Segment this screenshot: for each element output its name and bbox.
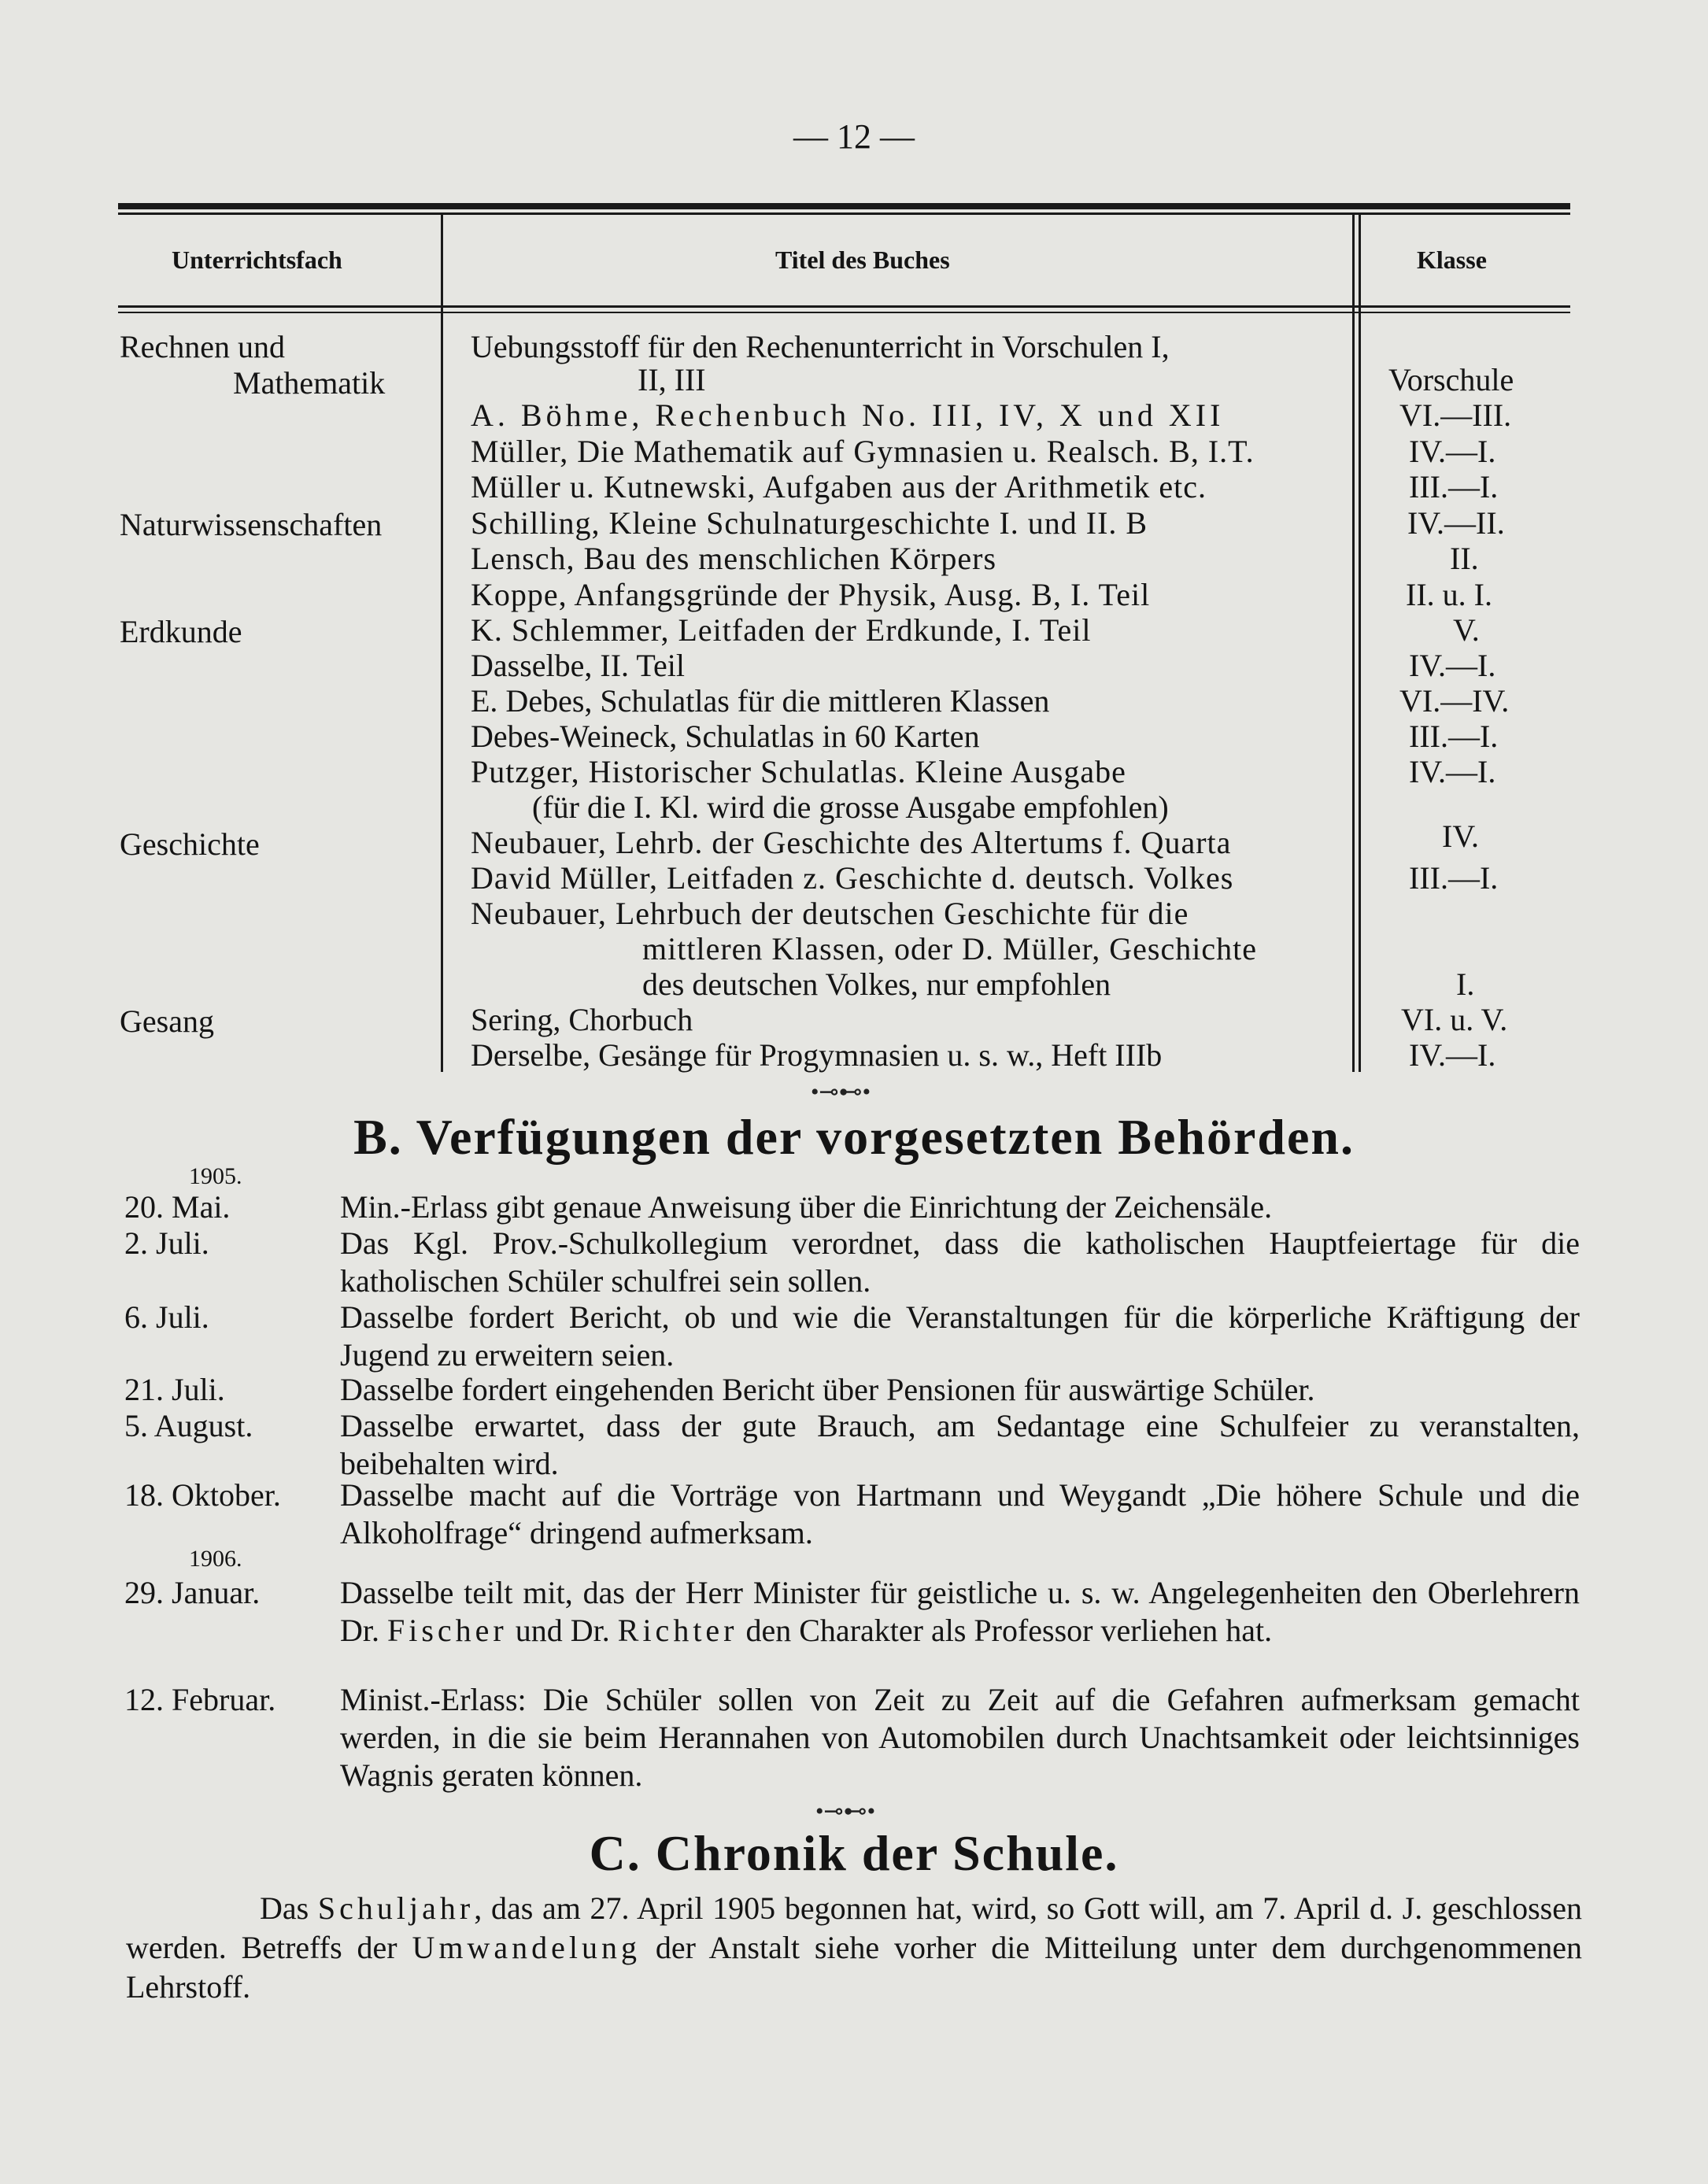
table-cell-title: Uebungsstoff für den Rechenunterricht in Vorschulen I,: [471, 329, 1170, 364]
table-cell-title: Debes-Weineck, Schulatlas in 60 Karten: [471, 719, 980, 754]
page-number: — 12 —: [793, 117, 915, 156]
table-cell-title: Schilling, Kleine Schulnaturgeschichte I. und II. B: [471, 505, 1148, 541]
table-cell-subject: Naturwissenschaften: [120, 507, 383, 542]
ornament-divider: •⊸⊷•: [815, 1798, 876, 1824]
table-cell-title: A. Böhme, Rechenbuch No. III, IV, X und XII: [471, 397, 1225, 433]
table-cell-subject: Mathematik: [233, 365, 386, 401]
table-cell-title: Müller u. Kutnewski, Aufgaben aus der Arithmetik etc.: [471, 469, 1207, 504]
section-b-heading: B. Verfügungen der vorgesetzten Behörden.: [353, 1109, 1355, 1165]
entry-text: Dasselbe fordert eingehenden Bericht über Pensionen für auswärtige Schüler.: [340, 1372, 1315, 1407]
table-cell-class: III.—I.: [1409, 860, 1499, 896]
table-cell-class: VI.—III.: [1399, 397, 1512, 433]
table-cell-title: David Müller, Leitfaden z. Geschichte d. deutsch. Volkes: [471, 860, 1234, 896]
table-cell-class: VI. u. V.: [1401, 1002, 1508, 1037]
entry-date: 29. Januar.: [124, 1575, 261, 1610]
entry-date: 5. August.: [124, 1408, 253, 1443]
entry-text: Dasselbe teilt mit, das der Herr Minister für geistliche u. s. w. Angelegenheiten den Oberlehrern Dr. Fischer und Dr. Richter den Charakter als Professor verliehen hat.: [340, 1575, 1580, 1648]
table-col-divider-2: [1352, 214, 1355, 1072]
table-cell-title: E. Debes, Schulatlas für die mittleren Klassen: [471, 683, 1050, 719]
entry-date: 20. Mai.: [124, 1189, 231, 1225]
table-cell-title: K. Schlemmer, Leitfaden der Erdkunde, I. Teil: [471, 612, 1092, 648]
entry-date: 12. Februar.: [124, 1682, 276, 1717]
header-class: Klasse: [1417, 246, 1487, 274]
table-cell-title: Derselbe, Gesänge für Progymnasien u. s. w., Heft IIIb: [471, 1037, 1163, 1073]
table-cell-class: II. u. I.: [1406, 577, 1492, 612]
table-cell-class: II.: [1450, 541, 1479, 576]
entry-text: Dasselbe erwartet, dass der gute Brauch, am Sedantage eine Schulfeier zu veranstalten, beibehalten wird.: [340, 1408, 1580, 1481]
entry-date: 6. Juli.: [124, 1299, 209, 1335]
table-cell-class: V.: [1453, 612, 1480, 648]
table-cell-title: Lensch, Bau des menschlichen Körpers: [471, 541, 997, 576]
table-cell-class: Vorschule: [1388, 362, 1514, 397]
table-col-divider-2b: [1359, 214, 1361, 1072]
year-label: 1906.: [189, 1546, 242, 1572]
table-top-rule: [118, 203, 1570, 209]
header-title: Titel des Buches: [775, 246, 950, 274]
table-cell-subject: Gesang: [120, 1003, 214, 1039]
table-cell-class: IV.—II.: [1407, 505, 1505, 541]
year-label: 1905.: [189, 1163, 242, 1189]
table-cell-title: (für die I. Kl. wird die grosse Ausgabe empfohlen): [532, 789, 1169, 825]
table-cell-title: Dasselbe, II. Teil: [471, 648, 685, 683]
table-cell-title: II, III: [638, 362, 706, 397]
chronicle-paragraph: Das Schuljahr, das am 27. April 1905 begonnen hat, wird, so Gott will, am 7. April d. J. geschlossen werden. Betreffs der Umwandelung der Anstalt siehe vorher die Mitteilung unter dem durchgenommenen Lehrstoff.: [126, 1890, 1582, 2005]
table-cell-title: Koppe, Anfangsgründe der Physik, Ausg. B, I. Teil: [471, 577, 1151, 612]
table-cell-class: I.: [1456, 966, 1475, 1002]
table-cell-class: III.—I.: [1409, 719, 1499, 754]
table-cell-subject: Geschichte: [120, 826, 260, 862]
table-cell-class: IV.—I.: [1409, 1037, 1496, 1073]
table-cell-subject: Rechnen und: [120, 329, 285, 364]
table-cell-title: Neubauer, Lehrbuch der deutschen Geschichte für die: [471, 896, 1189, 931]
table-cell-class: IV.: [1442, 819, 1480, 854]
entry-text: Das Kgl. Prov.-Schulkollegium verordnet, dass die katholischen Hauptfeiertage für die katholischen Schüler schulfrei sein sollen.: [340, 1225, 1580, 1299]
ornament-divider: •⊸⊷•: [811, 1079, 871, 1105]
header-subject: Unterrichtsfach: [172, 246, 342, 274]
table-cell-title: Müller, Die Mathematik auf Gymnasien u. Realsch. B, I.T.: [471, 434, 1255, 469]
entry-text: Dasselbe macht auf die Vorträge von Hartmann und Weygandt „Die höhere Schule und die Alkoholfrage“ dringend aufmerksam.: [340, 1477, 1580, 1550]
entry-text: Min.-Erlass gibt genaue Anweisung über die Einrichtung der Zeichensäle.: [340, 1189, 1273, 1225]
table-col-divider-1: [441, 214, 443, 1072]
entry-date: 2. Juli.: [124, 1225, 209, 1261]
section-c-heading: C. Chronik der Schule.: [589, 1825, 1119, 1881]
table-cell-class: IV.—I.: [1409, 434, 1496, 469]
entry-date: 18. Oktober.: [124, 1477, 281, 1513]
entry-text: Dasselbe fordert Bericht, ob und wie die Veranstaltungen für die körperliche Kräftigung der Jugend zu erweitern seien.: [340, 1299, 1580, 1373]
table-cell-title: Putzger, Historischer Schulatlas. Kleine Ausgabe: [471, 754, 1126, 789]
entry-date: 21. Juli.: [124, 1372, 225, 1407]
table-cell-title: des deutschen Volkes, nur empfohlen: [642, 966, 1111, 1002]
table-cell-class: IV.—I.: [1409, 754, 1496, 789]
table-cell-class: VI.—IV.: [1399, 683, 1510, 719]
table-cell-class: III.—I.: [1409, 469, 1499, 504]
entry-text: Minist.-Erlass: Die Schüler sollen von Zeit zu Zeit auf die Gefahren aufmerksam gemacht werden, in die sie beim Herannahen von Automobilen durch Unachtsamkeit oder leichtsinniges Wagnis geraten können.: [340, 1682, 1580, 1793]
table-cell-title: Sering, Chorbuch: [471, 1002, 693, 1037]
table-cell-title: Neubauer, Lehrb. der Geschichte des Altertums f. Quarta: [471, 825, 1232, 860]
table-cell-subject: Erdkunde: [120, 614, 242, 649]
table-cell-class: IV.—I.: [1409, 648, 1496, 683]
table-cell-title: mittleren Klassen, oder D. Müller, Geschichte: [642, 931, 1257, 966]
